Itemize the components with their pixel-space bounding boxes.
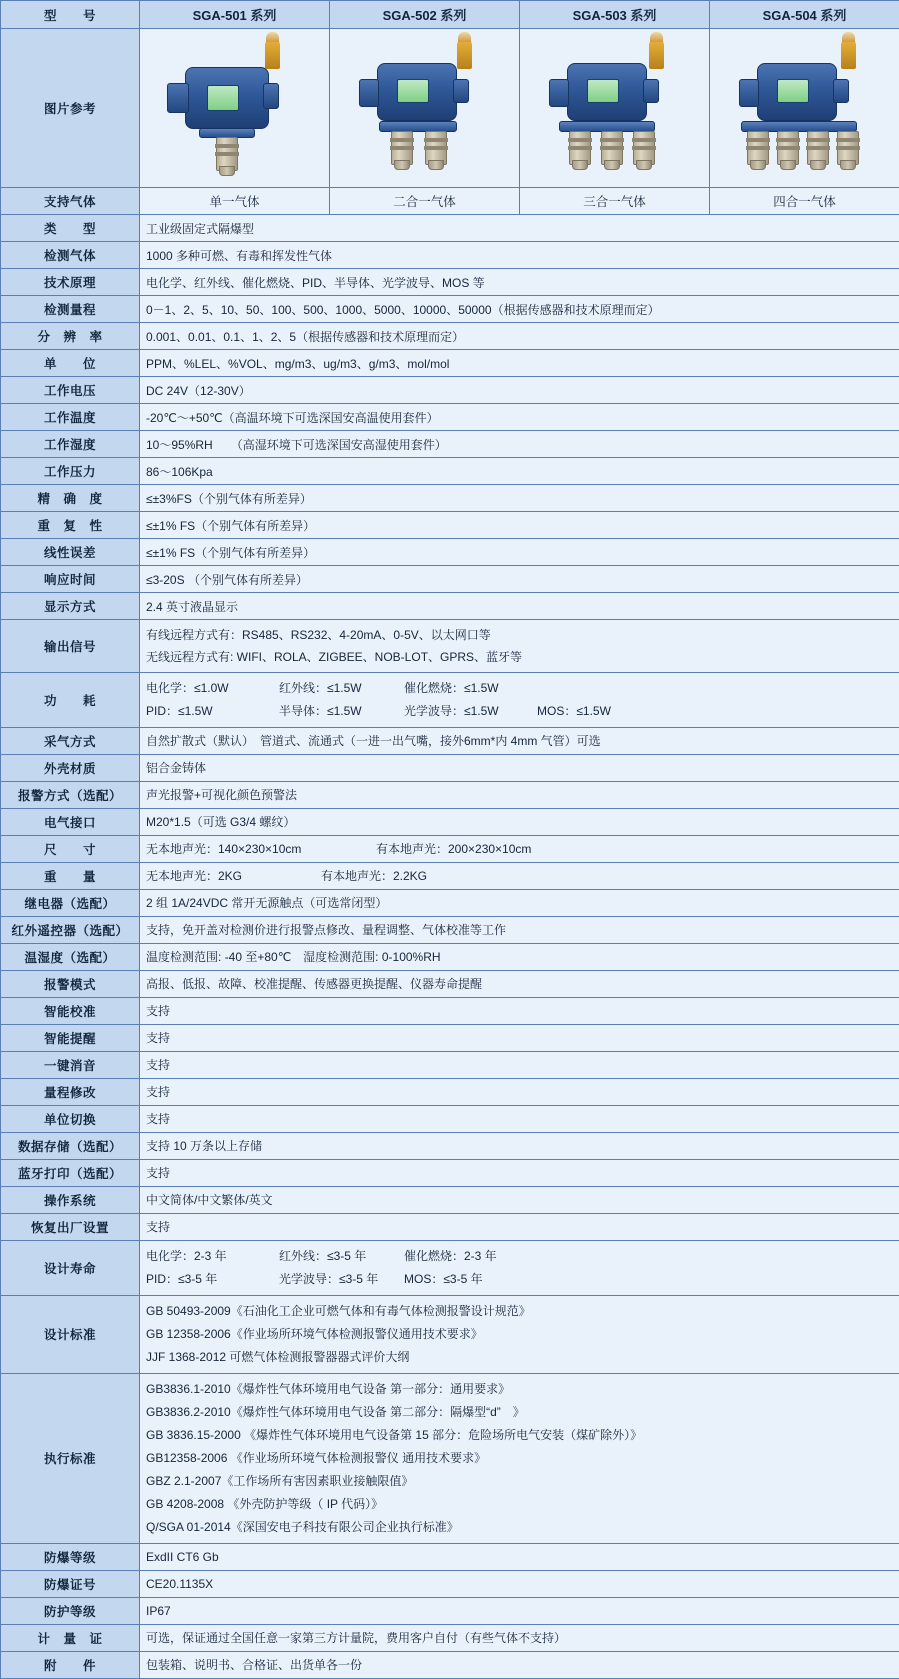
table-row xyxy=(1,1078,899,1105)
output-signal-wireless: 无线远程方式有: WIFI、ROLA、ZIGBEE、NOB-LOT、GPRS、蓝牙等 xyxy=(146,646,893,668)
row-label-relay: 继电器（选配） xyxy=(1,889,140,916)
row-label-resolution: 分 辨 率 xyxy=(1,323,140,350)
table-row xyxy=(1,943,899,970)
row-value-range-modify: 支持 xyxy=(140,1078,899,1105)
row-label-dimension: 尺 寸 xyxy=(1,835,140,862)
product-image-502 xyxy=(330,29,520,188)
row-label-image: 图片参考 xyxy=(1,29,140,188)
table-row xyxy=(1,754,899,781)
model-header-504: SGA-504 系列 xyxy=(710,1,899,29)
power-line-1 xyxy=(146,677,893,700)
row-label-factory-reset: 恢复出厂设置 xyxy=(1,1213,140,1240)
table-row xyxy=(1,808,899,835)
row-value-exec-standard xyxy=(140,1373,899,1543)
row-value-design-life xyxy=(140,1240,899,1295)
row-value-pressure: 86～106Kpa xyxy=(140,458,899,485)
row-label-weight: 重 量 xyxy=(1,862,140,889)
row-value-humidity: 10～95%RH （高湿环境下可选深国安高湿使用套件） xyxy=(140,431,899,458)
table-row xyxy=(1,1570,899,1597)
table-row xyxy=(1,512,899,539)
dimension-without-alarm: 无本地声光：140×230×10cm xyxy=(146,840,376,857)
row-value-output-signal xyxy=(140,620,899,673)
row-value-principle: 电化学、红外线、催化燃烧、PID、半导体、光学波导、MOS 等 xyxy=(140,269,899,296)
life-pid: PID：≤3-5 年 xyxy=(146,1268,279,1291)
life-line-2 xyxy=(146,1268,893,1291)
row-value-weight xyxy=(140,862,899,889)
life-electrochemical: 电化学：2-3 年 xyxy=(146,1245,279,1268)
table-row xyxy=(1,1651,899,1678)
row-value-ex-cert: CE20.1135X xyxy=(140,1570,899,1597)
row-value-accuracy: ≤±3%FS（个别气体有所差异） xyxy=(140,485,899,512)
table-row xyxy=(1,916,899,943)
table-row xyxy=(1,727,899,754)
detector-illustration-3 xyxy=(535,33,695,183)
row-label-power: 功 耗 xyxy=(1,673,140,728)
row-label-smart-reminder: 智能提醒 xyxy=(1,1024,140,1051)
table-row xyxy=(1,566,899,593)
row-value-smart-calibration: 支持 xyxy=(140,997,899,1024)
row-label-data-storage: 数据存储（选配） xyxy=(1,1132,140,1159)
table-row xyxy=(1,1213,899,1240)
row-value-response-time: ≤3-20S （个别气体有所差异） xyxy=(140,566,899,593)
row-value-bluetooth-print: 支持 xyxy=(140,1159,899,1186)
row-value-one-key-mute: 支持 xyxy=(140,1051,899,1078)
row-label-alarm-modes: 报警模式 xyxy=(1,970,140,997)
table-row-power xyxy=(1,673,899,728)
table-row xyxy=(1,215,899,242)
weight-with-alarm: 有本地声光：2.2KG xyxy=(321,869,427,883)
detector-illustration-2 xyxy=(345,33,505,183)
exec-standard-line: Q/SGA 01-2014《深国安电子科技有限公司企业执行标准》 xyxy=(146,1516,893,1539)
row-label-repeatability: 重 复 性 xyxy=(1,512,140,539)
row-value-ip-grade: IP67 xyxy=(140,1597,899,1624)
table-row-design-life xyxy=(1,1240,899,1295)
row-label-response-time: 响应时间 xyxy=(1,566,140,593)
row-value-factory-reset: 支持 xyxy=(140,1213,899,1240)
row-value-ex-grade: ExdII CT6 Gb xyxy=(140,1543,899,1570)
model-header-501: SGA-501 系列 xyxy=(140,1,330,29)
product-image-501 xyxy=(140,29,330,188)
power-pid: PID：≤1.5W xyxy=(146,700,279,723)
row-label-unit-switch: 单位切换 xyxy=(1,1105,140,1132)
row-label-one-key-mute: 一键消音 xyxy=(1,1051,140,1078)
table-row-weight xyxy=(1,862,899,889)
table-row xyxy=(1,1159,899,1186)
table-row xyxy=(1,539,899,566)
weight-without-alarm: 无本地声光：2KG xyxy=(146,867,321,884)
exec-standard-line: GB 3836.15-2000 《爆炸性气体环境用电气设备第 15 部分：危险场所电气安装（煤矿除外）》 xyxy=(146,1424,893,1447)
table-row xyxy=(1,431,899,458)
table-row xyxy=(1,350,899,377)
row-value-smart-reminder: 支持 xyxy=(140,1024,899,1051)
row-value-temperature: -20℃～+50℃（高温环境下可选深国安高温使用套件） xyxy=(140,404,899,431)
table-row xyxy=(1,404,899,431)
row-value-alarm-mode-option: 声光报警+可视化颜色预警法 xyxy=(140,781,899,808)
row-label-range-modify: 量程修改 xyxy=(1,1078,140,1105)
row-label-alarm-mode-option: 报警方式（选配） xyxy=(1,781,140,808)
row-value-dimension xyxy=(140,835,899,862)
table-row xyxy=(1,323,899,350)
row-label-ir-remote: 红外遥控器（选配） xyxy=(1,916,140,943)
detector-illustration-4 xyxy=(725,33,885,183)
table-row xyxy=(1,458,899,485)
row-label-bluetooth-print: 蓝牙打印（选配） xyxy=(1,1159,140,1186)
row-label-temp-humidity-option: 温湿度（选配） xyxy=(1,943,140,970)
table-row xyxy=(1,242,899,269)
row-value-power xyxy=(140,673,899,728)
exec-standard-line: GB3836.2-2010《爆炸性气体环境用电气设备 第二部分：隔爆型“d” 》 xyxy=(146,1401,893,1424)
row-value-metrology-cert: 可选，保证通过全国任意一家第三方计量院，费用客户自付（有些气体不支持） xyxy=(140,1624,899,1651)
life-optical: 光学波导：≤3-5 年 xyxy=(279,1268,404,1291)
gas-support-501: 单一气体 xyxy=(140,188,330,215)
table-row-design-standard xyxy=(1,1295,899,1373)
row-label-unit: 单 位 xyxy=(1,350,140,377)
row-value-resolution: 0.001、0.01、0.1、1、2、5（根据传感器和技术原理而定） xyxy=(140,323,899,350)
row-value-alarm-modes: 高报、低报、故障、校准提醒、传感器更换提醒、仪器寿命提醒 xyxy=(140,970,899,997)
table-row xyxy=(1,1543,899,1570)
row-value-electrical-interface: M20*1.5（可选 G3/4 螺纹） xyxy=(140,808,899,835)
row-label-output-signal: 输出信号 xyxy=(1,620,140,673)
row-label-principle: 技术原理 xyxy=(1,269,140,296)
life-mos: MOS：≤3-5 年 xyxy=(404,1268,537,1291)
table-row-exec-standard xyxy=(1,1373,899,1543)
model-header-502: SGA-502 系列 xyxy=(330,1,520,29)
table-row xyxy=(1,1624,899,1651)
table-row-gas-support xyxy=(1,188,899,215)
row-value-relay: 2 组 1A/24VDC 常开无源触点（可选常闭型） xyxy=(140,889,899,916)
table-row xyxy=(1,997,899,1024)
table-row-output-signal xyxy=(1,620,899,673)
table-row xyxy=(1,593,899,620)
row-label-metrology-cert: 计 量 证 xyxy=(1,1624,140,1651)
product-image-504 xyxy=(710,29,899,188)
row-value-voltage: DC 24V（12-30V） xyxy=(140,377,899,404)
row-label-range: 检测量程 xyxy=(1,296,140,323)
row-label-temperature: 工作温度 xyxy=(1,404,140,431)
table-row xyxy=(1,485,899,512)
row-value-sampling: 自然扩散式（默认） 管道式、流通式（一进一出气嘴，接外6mm*内 4mm 气管）可选 xyxy=(140,727,899,754)
row-label-smart-calibration: 智能校准 xyxy=(1,997,140,1024)
table-row-model xyxy=(1,1,899,29)
exec-standard-line: GB 4208-2008 《外壳防护等级（ IP 代码）》 xyxy=(146,1493,893,1516)
table-row xyxy=(1,269,899,296)
row-value-housing: 铝合金铸体 xyxy=(140,754,899,781)
row-label-sampling: 采气方式 xyxy=(1,727,140,754)
exec-standard-line: GB3836.1-2010《爆炸性气体环境用电气设备 第一部分：通用要求》 xyxy=(146,1378,893,1401)
power-optical: 光学波导：≤1.5W xyxy=(404,700,537,723)
row-value-detect-gas: 1000 多种可燃、有毒和挥发性气体 xyxy=(140,242,899,269)
table-row xyxy=(1,1024,899,1051)
product-image-503 xyxy=(520,29,710,188)
row-label-model: 型 号 xyxy=(1,1,140,29)
row-label-humidity: 工作湿度 xyxy=(1,431,140,458)
power-semiconductor: 半导体：≤1.5W xyxy=(279,700,404,723)
row-label-pressure: 工作压力 xyxy=(1,458,140,485)
exec-standard-line: GBZ 2.1-2007《工作场所有害因素职业接触限值》 xyxy=(146,1470,893,1493)
power-mos: MOS：≤1.5W xyxy=(537,700,637,723)
life-infrared: 红外线：≤3-5 年 xyxy=(279,1245,404,1268)
row-value-data-storage: 支持 10 万条以上存储 xyxy=(140,1132,899,1159)
row-value-os: 中文简体/中文繁体/英文 xyxy=(140,1186,899,1213)
row-label-design-standard: 设计标准 xyxy=(1,1295,140,1373)
detector-illustration-1 xyxy=(155,33,315,183)
row-value-temp-humidity-option: 温度检测范围: -40 至+80℃ 湿度检测范围: 0-100%RH xyxy=(140,943,899,970)
dimension-with-alarm: 有本地声光：200×230×10cm xyxy=(376,842,531,856)
row-value-range: 0－1、2、5、10、50、100、500、1000、5000、10000、50000（根据传感器和技术原理而定） xyxy=(140,296,899,323)
table-row xyxy=(1,970,899,997)
row-label-linear-error: 线性误差 xyxy=(1,539,140,566)
output-signal-wired: 有线远程方式有：RS485、RS232、4-20mA、0-5V、以太网口等 xyxy=(146,624,893,646)
row-value-type: 工业级固定式隔爆型 xyxy=(140,215,899,242)
row-label-voltage: 工作电压 xyxy=(1,377,140,404)
table-row xyxy=(1,781,899,808)
table-row-images xyxy=(1,29,899,188)
row-label-display: 显示方式 xyxy=(1,593,140,620)
power-line-2 xyxy=(146,700,893,723)
row-label-ex-grade: 防爆等级 xyxy=(1,1543,140,1570)
exec-standard-line: GB12358-2006 《作业场所环境气体检测报警仪 通用技术要求》 xyxy=(146,1447,893,1470)
row-value-accessories: 包装箱、说明书、合格证、出货单各一份 xyxy=(140,1651,899,1678)
row-label-electrical-interface: 电气接口 xyxy=(1,808,140,835)
gas-support-504: 四合一气体 xyxy=(710,188,899,215)
row-value-ir-remote: 支持，免开盖对检测价进行报警点修改、量程调整、气体校准等工作 xyxy=(140,916,899,943)
gas-support-503: 三合一气体 xyxy=(520,188,710,215)
row-value-unit-switch: 支持 xyxy=(140,1105,899,1132)
row-label-design-life: 设计寿命 xyxy=(1,1240,140,1295)
design-standard-line: GB 50493-2009《石油化工企业可燃气体和有毒气体检测报警设计规范》 xyxy=(146,1300,893,1323)
design-standard-line: GB 12358-2006《作业场所环境气体检测报警仪通用技术要求》 xyxy=(146,1323,893,1346)
table-row xyxy=(1,1105,899,1132)
row-label-accessories: 附 件 xyxy=(1,1651,140,1678)
row-value-display: 2.4 英寸液晶显示 xyxy=(140,593,899,620)
row-label-ex-cert: 防爆证号 xyxy=(1,1570,140,1597)
design-standard-line: JJF 1368-2012 可燃气体检测报警器器式评价大纲 xyxy=(146,1346,893,1369)
row-label-housing: 外壳材质 xyxy=(1,754,140,781)
row-label-exec-standard: 执行标准 xyxy=(1,1373,140,1543)
row-label-os: 操作系统 xyxy=(1,1186,140,1213)
model-header-503: SGA-503 系列 xyxy=(520,1,710,29)
table-row xyxy=(1,377,899,404)
table-row xyxy=(1,1186,899,1213)
table-row xyxy=(1,889,899,916)
table-row xyxy=(1,1597,899,1624)
row-value-unit: PPM、%LEL、%VOL、mg/m3、ug/m3、g/m3、mol/mol xyxy=(140,350,899,377)
table-row xyxy=(1,1132,899,1159)
table-row xyxy=(1,1051,899,1078)
row-label-type: 类 型 xyxy=(1,215,140,242)
table-row xyxy=(1,296,899,323)
row-value-repeatability: ≤±1% FS（个别气体有所差异） xyxy=(140,512,899,539)
gas-support-502: 二合一气体 xyxy=(330,188,520,215)
power-infrared: 红外线：≤1.5W xyxy=(279,677,404,700)
table-row-dimension xyxy=(1,835,899,862)
row-label-gas-support: 支持气体 xyxy=(1,188,140,215)
row-label-ip-grade: 防护等级 xyxy=(1,1597,140,1624)
life-catalytic: 催化燃烧：2-3 年 xyxy=(404,1245,537,1268)
row-value-design-standard xyxy=(140,1295,899,1373)
row-label-accuracy: 精 确 度 xyxy=(1,485,140,512)
row-label-detect-gas: 检测气体 xyxy=(1,242,140,269)
life-line-1 xyxy=(146,1245,893,1268)
power-catalytic: 催化燃烧：≤1.5W xyxy=(404,677,537,700)
power-electrochemical: 电化学：≤1.0W xyxy=(146,677,279,700)
row-value-linear-error: ≤±1% FS（个别气体有所差异） xyxy=(140,539,899,566)
